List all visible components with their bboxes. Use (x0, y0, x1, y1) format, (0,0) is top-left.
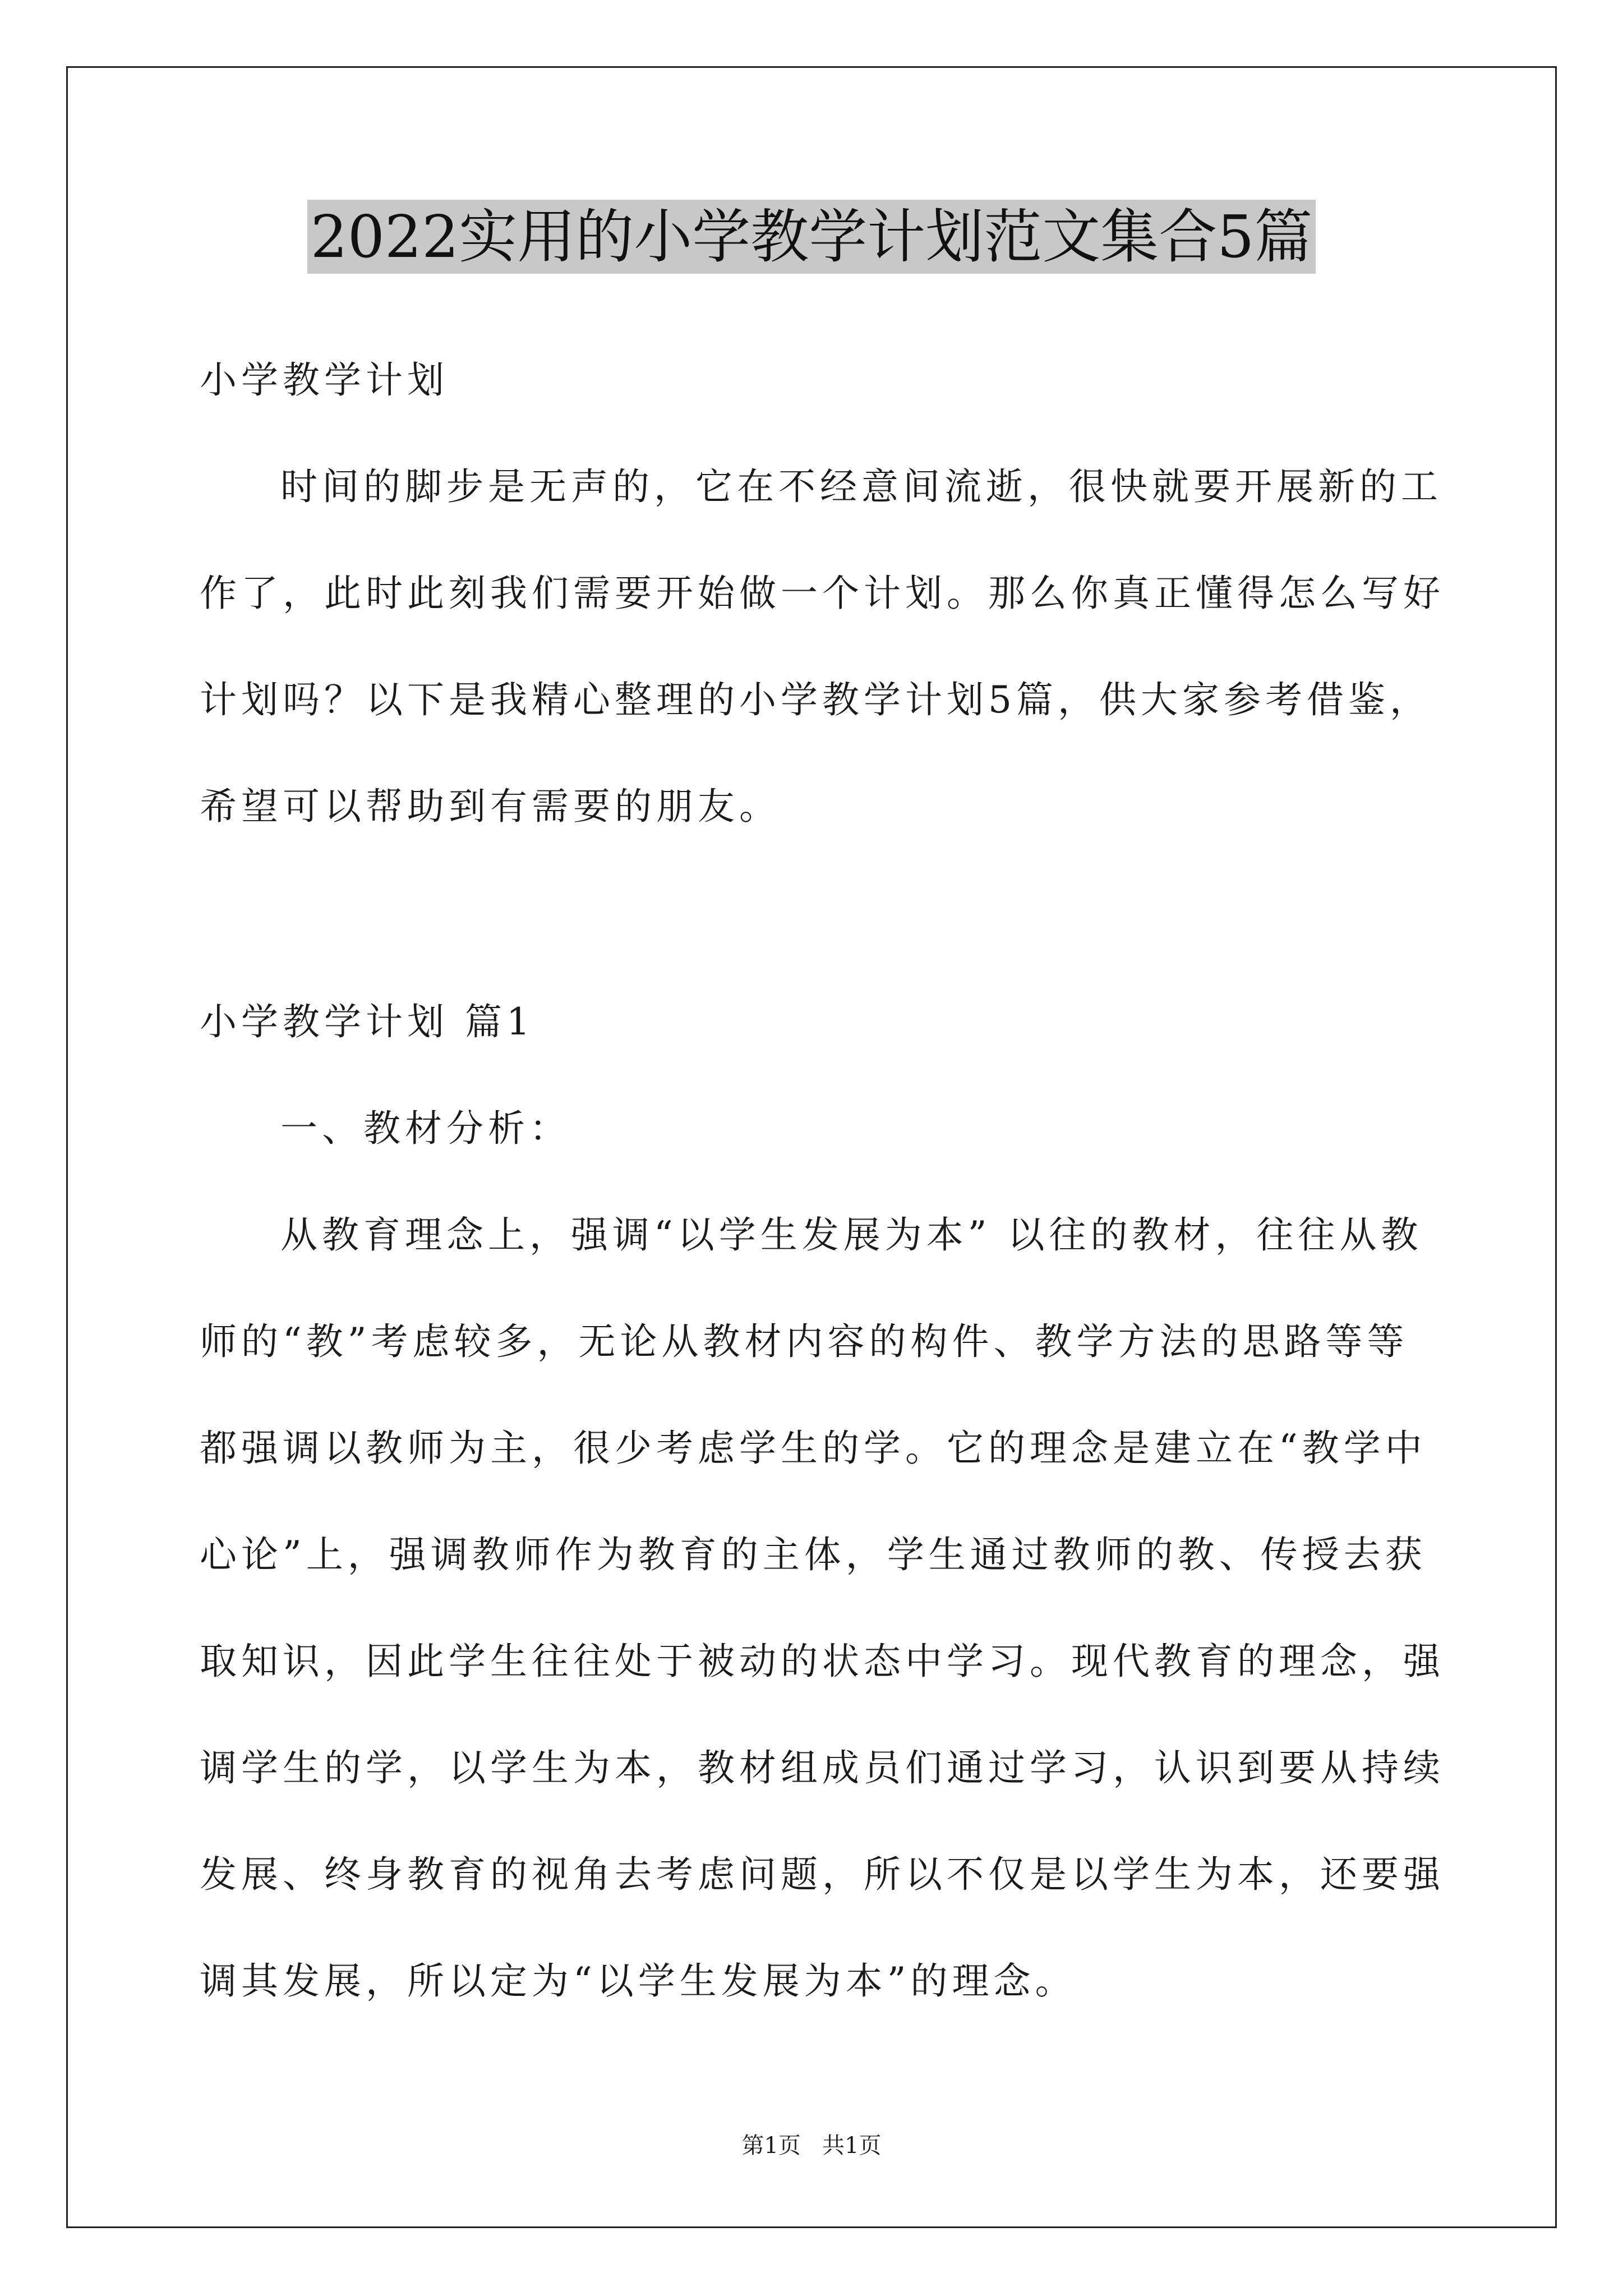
subsection-heading: 一、教材分析： (280, 1107, 571, 1150)
body-line: 取知识，因此学生往往处于被动的状态中学习。现代教育的理念，强 (200, 1640, 1445, 1683)
body-line: 师的“教”考虑较多，无论从教材内容的构件、教学方法的思路等等 (200, 1320, 1409, 1363)
body-line: 调其发展，所以定为“以学生发展为本”的理念。 (200, 1959, 1077, 2003)
page-number-footer: 第1页 共1页 (741, 2133, 882, 2159)
intro-line: 计划吗？以下是我精心整理的小学教学计划5篇，供大家参考借鉴， (200, 678, 1431, 721)
intro-line: 希望可以帮助到有需要的朋友。 (200, 785, 781, 828)
body-line: 从教育理念上，强调“以学生发展为本” 以往的教材，往往从教 (280, 1213, 1423, 1257)
section-heading: 小学教学计划 篇1 (200, 1000, 534, 1043)
body-line: 发展、终身教育的视角去考虑问题，所以不仅是以学生为本，还要强 (200, 1853, 1445, 1896)
body-line: 调学生的学，以学生为本，教材组成员们通过学习，认识到要从持续 (200, 1746, 1445, 1789)
intro-line: 作了，此时此刻我们需要开始做一个计划。那么你真正懂得怎么写好 (200, 572, 1445, 615)
title-container (0, 200, 1623, 274)
document-title: 2022实用的小学教学计划范文集合5篇 (307, 200, 1316, 274)
intro-line: 时间的脚步是无声的，它在不经意间流逝，很快就要开展新的工 (280, 465, 1442, 508)
doc-heading: 小学教学计划 (200, 358, 449, 402)
body-line: 心论”上，强调教师作为教育的主体，学生通过教师的教、传授去获 (200, 1533, 1427, 1576)
body-line: 都强调以教师为主，很少考虑学生的学。它的理念是建立在“教学中 (200, 1427, 1427, 1470)
